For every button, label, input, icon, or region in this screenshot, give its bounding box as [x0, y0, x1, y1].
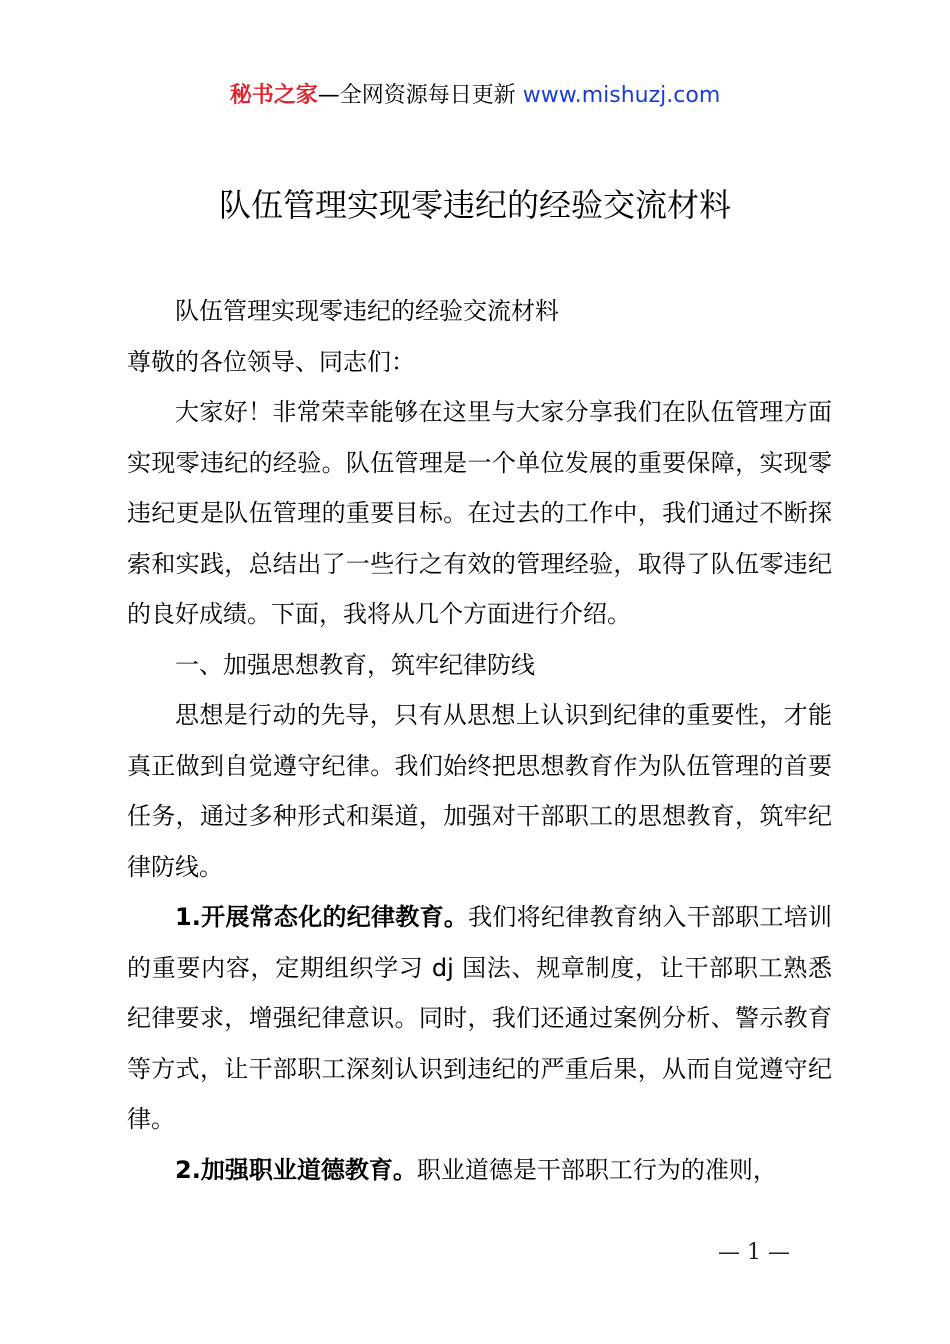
item-1-text: 我们将纪律教育纳入干部职工培训的重要内容，定期组织学习 dj 国法、规章制度，让干部职工熟悉纪律要求，增强纪律意识。同时，我们还通过案例分析、警示教育等方式，让干部职工深刻认识到违纪的严重后果，从而自觉遵守纪律。 — [127, 903, 833, 1133]
body-paragraph-item-1 — [127, 892, 832, 1145]
document-body — [127, 286, 832, 1195]
site-url-link[interactable]: www.mishuzj.com — [522, 83, 721, 108]
salutation: 尊敬的各位领导、同志们： — [127, 347, 415, 376]
item-2-lead: 2.加强职业道德教育。 — [175, 1155, 417, 1184]
body-paragraph-subtitle: 队伍管理实现零违纪的经验交流材料 — [175, 297, 559, 325]
body-paragraph-section-1: 思想是行动的先导，只有从思想上认识到纪律的重要性，才能真正做到自觉遵守纪律。我们始终把思想教育作为队伍管理的首要任务，通过多种形式和渠道，加强对干部职工的思想教育，筑牢纪律防线。 — [127, 701, 832, 881]
site-header — [0, 80, 950, 112]
brand-name: 秘书之家 — [229, 83, 318, 108]
page-number: — 1 — — [718, 1240, 790, 1265]
item-1-lead: 1.开展常态化的纪律教育。 — [175, 903, 469, 931]
body-paragraph-item-2 — [127, 1145, 832, 1196]
item-2-text: 职业道德是干部职工行为的准则， — [416, 1155, 777, 1184]
header-tagline: —全网资源每日更新 — [317, 83, 523, 108]
document-title: 队伍管理实现零违纪的经验交流材料 — [218, 186, 731, 224]
body-paragraph-intro: 大家好！非常荣幸能够在这里与大家分享我们在队伍管理方面实现零违纪的经验。队伍管理是一个单位发展的重要保障，实现零违纪更是队伍管理的重要目标。在过去的工作中，我们通过不断探索和实践，总结出了一些行之有效的管理经验，取得了队伍零违纪的良好成绩。下面，我将从几个方面进行介绍。 — [127, 398, 832, 628]
section-heading-1: 一、加强思想教育，筑牢纪律防线 — [175, 650, 535, 679]
